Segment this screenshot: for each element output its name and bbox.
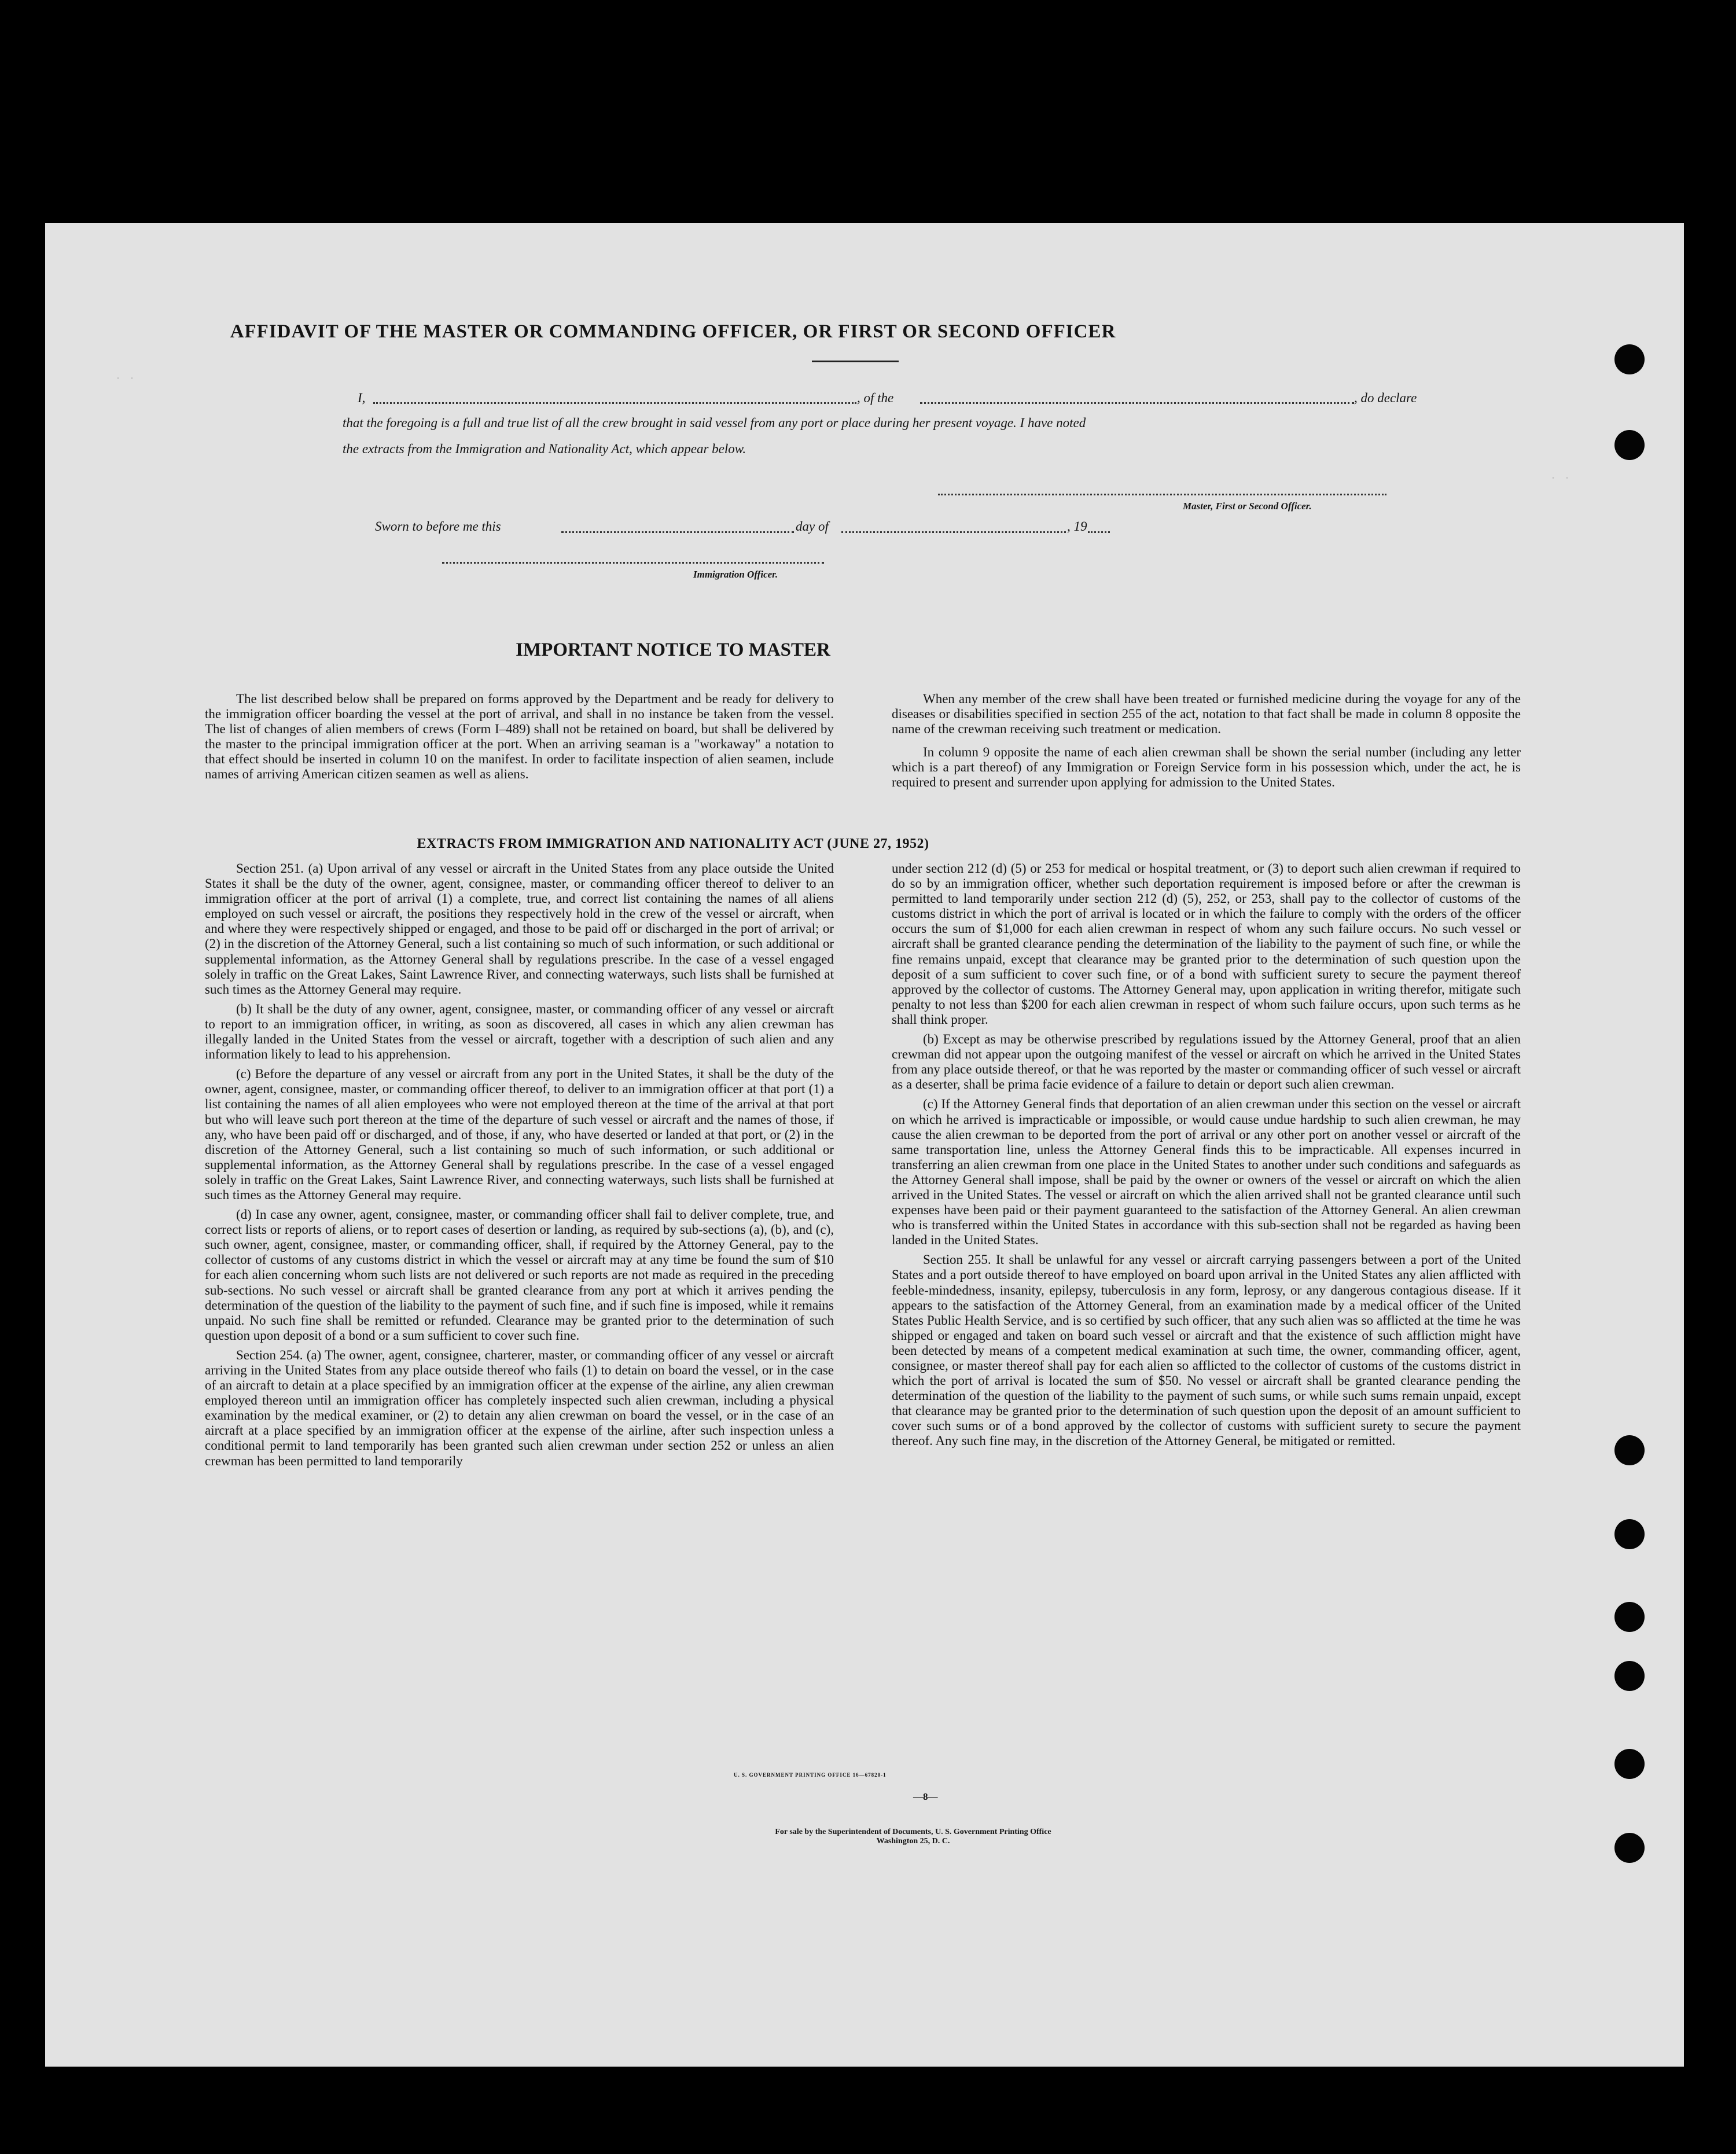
affidavit-title: AFFIDAVIT OF THE MASTER OR COMMANDING OFFICER, OR FIRST OR SECOND OFFICER — [230, 321, 1116, 342]
section-251-b: (b) It shall be the duty of any owner, agent, consignee, master, or commanding officer of any vessel or aircraft to report to an immigration officer, in writing, as soon as discovered, all cases in which any alien crewman has illegally landed in the United States from the vessel or aircraft, together with a description of such alien and any information likely to lead to his apprehension. — [205, 1001, 834, 1062]
punch-hole — [1614, 1435, 1645, 1465]
vessel-name-field[interactable] — [920, 402, 1354, 404]
section-255: Section 255. It shall be unlawful for any vessel or aircraft carrying passengers between a port of the United States and a port outside thereof to have employed on board upon arrival in the United States any alien afflicted with feeble-mindedness, insanity, epilepsy, tuberculosis in any form, leprosy, or any dangerous contagious disease. If it appears to the satisfaction of the Attorney General, from an examination made by a medical officer of the United States Public Health Service, and is so certified by such officer, that any such alien was so afflicted at the time he was shipped or engaged and taken on board such vessel or aircraft and that the existence of such affliction might have been detected by means of a competent medical examination at such time, the owner, commanding officer, agent, consignee, or master thereof shall pay for each alien so afflicted to the collector of customs of the customs district in which the port of arrival is located the sum of $50. No vessel or aircraft shall be granted clearance pending the determination of the question of the liability to the payment of such sums, or while such sums remain unpaid, except that clearance may be granted prior to the determination of such question upon the deposit of an amount sufficient to cover such sums or of a bond approved by the collector of customs with sufficient surety to secure the payment thereof. Any such fine may, in the discretion of the Attorney General, be mitigated or remitted. — [892, 1252, 1521, 1449]
sworn-year-field[interactable] — [1088, 531, 1110, 533]
section-254-b: (b) Except as may be otherwise prescribed by regulations issued by the Attorney General, proof that an alien crewman did not appear upon the outgoing manifest of the vessel or aircraft on which he arrived in the United States from any place outside thereof, or that he was reported by the master or commanding officer of such vessel or aircraft as a deserter, shall be prima facie evidence of a failure to detain or deport such alien crewman. — [892, 1032, 1521, 1092]
punch-hole — [1614, 344, 1645, 374]
day-of-label: day of — [796, 519, 829, 534]
sworn-label: Sworn to before me this — [375, 519, 501, 534]
notice-title: IMPORTANT NOTICE TO MASTER — [516, 639, 830, 660]
master-signature-field[interactable] — [938, 494, 1386, 495]
title-rule — [812, 361, 899, 362]
year-label: , 19 — [1067, 519, 1087, 534]
immigration-officer-signature-field[interactable] — [442, 562, 824, 564]
extracts-left-column — [205, 861, 834, 1469]
notice-paragraph: When any member of the crew shall have been treated or furnished medicine during the voyage for any of the diseases or disabilities specified in section 255 of the act, notation to that fact shall be made in column 8 opposite the name of the crewman receiving such treatment or medication. — [892, 692, 1521, 737]
section-251-c: (c) Before the departure of any vessel or aircraft from any port in the United States, it shall be the duty of the owner, agent, consignee, master, or commanding officer thereof, to deliver to an immigration officer at that port (1) a list containing the names of all alien employees who were not employed thereon at the time of the arrival at that port but who will leave such port thereon at the time of the departure of such vessel or aircraft and the names of those, if any, who have been paid off or discharged, and of those, if any, who have deserted or landed at that port, or (2) in the discretion of the Attorney General, such a list containing so much of such information, or such additional or supplemental information, as the Attorney General shall by regulations prescribe. In the case of a vessel engaged solely in traffic on the Great Lakes, Saint Lawrence River, and connecting waterways, such lists shall be furnished at such times as the Attorney General may require. — [205, 1067, 834, 1202]
affidavit-line-3: the extracts from the Immigration and Nationality Act, which appear below. — [343, 442, 746, 456]
punch-hole — [1614, 1602, 1645, 1632]
notice-right-column — [892, 692, 1521, 791]
section-251-d: (d) In case any owner, agent, consignee, master, or commanding officer shall fail to deliver complete, true, and correct lists or reports of aliens, or to report cases of desertion or landing, as required by sub-sections (a), (b), and (c), such owner, agent, consignee, master, or commanding officer, shall, if required by the Attorney General, pay to the collector of customs of any customs district in which the vessel or aircraft may at any time be found the sum of $10 for each alien concerning whom such lists are not delivered or such reports are not made as required in the preceding sub-sections. No such vessel or aircraft shall be granted clearance from any port at which it arrives pending the determination of the question of the liability to the payment of such fine, and if such fine is imposed, while it remains unpaid. No such fine shall be remitted or refunded. Clearance may be granted prior to the determination of such question upon deposit of a bond or a sum sufficient to cover such fine. — [205, 1207, 834, 1343]
extracts-title: EXTRACTS FROM IMMIGRATION AND NATIONALITY ACT (JUNE 27, 1952) — [417, 836, 929, 851]
affidavit-of-label: , of the — [857, 391, 894, 405]
punch-hole — [1614, 1661, 1645, 1691]
sale-notice-line-1: For sale by the Superintendent of Documents, U. S. Government Printing Office — [775, 1828, 1051, 1836]
punch-hole — [1614, 1833, 1645, 1863]
section-254-a: Section 254. (a) The owner, agent, consignee, charterer, master, or commanding officer of any vessel or aircraft arriving in the United States from any place outside thereof who fails (1) to detain on board the vessel, or in the case of an aircraft to detain at a place specified by an immigration officer at the expense of the airline, any alien crewman employed thereon until an immigration officer has completely inspected such alien crewman, including a physical examination by the medical examiner, or (2) to detain any alien crewman on board the vessel, or in the case of an aircraft at a place specified by an immigration officer at the expense of the airline, after such inspection unless a conditional permit to land temporarily has been granted such alien crewman under section 252 or unless an alien crewman has been permitted to land temporarily — [205, 1347, 834, 1468]
affidavit-line-2: that the foregoing is a full and true list of all the crew brought in said vessel from any port or place during her present voyage. I have noted — [343, 416, 1086, 430]
sale-notice-line-2: Washington 25, D. C. — [876, 1837, 950, 1846]
extracts-right-column — [892, 861, 1521, 1449]
bleed-through-mark: · · — [1550, 472, 1571, 485]
document-page — [45, 223, 1684, 2067]
punch-hole — [1614, 430, 1645, 460]
affiant-name-field[interactable] — [373, 402, 856, 404]
sworn-month-field[interactable] — [841, 531, 1066, 533]
punch-hole — [1614, 1749, 1645, 1779]
notice-left-column — [205, 692, 834, 782]
printing-office-line: U. S. GOVERNMENT PRINTING OFFICE 16—67820-1 — [734, 1772, 887, 1778]
section-251-a: Section 251. (a) Upon arrival of any vessel or aircraft in the United States from any place outside the United States it shall be the duty of the owner, agent, consignee, master, or commanding officer thereof to deliver to an immigration officer at the port of arrival (1) a complete, true, and correct list containing the names of all aliens employed on such vessel or aircraft, the positions they respectively hold in the crew of the vessel or aircraft, when and where they were respectively shipped or engaged, and those to be paid off or discharged in the port of arrival; or (2) in the discretion of the Attorney General, such a list containing so much of such information, or such additional or supplemental information, as the Attorney General shall by regulations prescribe. In the case of a vessel engaged solely in traffic on the Great Lakes, Saint Lawrence River, and connecting waterways, such lists shall be furnished at such times as the Attorney General may require. — [205, 861, 834, 997]
immigration-officer-caption: Immigration Officer. — [693, 569, 778, 580]
section-254-a-continued: under section 212 (d) (5) or 253 for medical or hospital treatment, or (3) to deport such alien crewman if required to do so by an immigration officer, whether such deportation requirement is imposed before or after the crewman is permitted to land temporarily under section 212 (d) (5), 252, or 253, shall pay to the collector of customs of the customs district in which the port of arrival is located or in which the failure to comply with the orders of the officer occurs the sum of $1,000 for each alien crewman in respect of whom any such failure occurs. No such vessel or aircraft shall be granted clearance pending the determination of the liability to the payment of such fine, or while the fine remains unpaid, except that clearance may be granted prior to the determination of such question upon the deposit of a sum sufficient to cover such fine, or of a bond with sufficient surety to secure the payment thereof approved by the collector of customs. The Attorney General may, upon application in writing therefor, mitigate such penalty to not less than $200 for each alien crewman in respect of whom such failure occurs, upon such terms as he shall think proper. — [892, 861, 1521, 1027]
punch-hole — [1614, 1519, 1645, 1549]
affidavit-i-label: I, — [358, 391, 366, 405]
section-254-c: (c) If the Attorney General finds that deportation of an alien crewman under this section on the vessel or aircraft on which he arrived is impracticable or impossible, or would cause undue hardship to such alien crewman, he may cause the alien crewman to be deported from the port of arrival or any other port on another vessel or aircraft of the same transportation line, unless the Attorney General finds this to be impracticable. All expenses incurred in transferring an alien crewman from one place in the United States to another under such conditions and safeguards as the Attorney General shall impose, shall be paid by the owner or owners of the vessel or aircraft on which the alien arrived in the United States. The vessel or aircraft on which the alien arrived shall not be granted clearance until such expenses have been paid or their payment guaranteed to the satisfaction of the Attorney General. An alien crewman who is transferred within the United States in accordance with this sub-section shall not be regarded as having been landed in the United States. — [892, 1097, 1521, 1248]
notice-paragraph: In column 9 opposite the name of each alien crewman shall be shown the serial number (including any letter which is a part thereof) of any Immigration or Foreign Service form in his possession which, under the act, he is required to present and surrender upon applying for admission to the United States. — [892, 745, 1521, 790]
bleed-through-mark: · · — [115, 372, 136, 385]
sale-notice — [508, 1828, 1318, 1846]
notice-paragraph: The list described below shall be prepared on forms approved by the Department and be ready for delivery to the immigration officer boarding the vessel at the port of arrival, and shall in no instance be taken from the vessel. The list of changes of alien members of crews (Form I–489) shall not be retained on board, but shall be delivered by the master to the principal immigration officer at the port. When an arriving seaman is a "workaway" a notation to that effect should be inserted in column 10 on the manifest. In order to facilitate inspection of alien seamen, include names of arriving American citizen seamen as well as aliens. — [205, 692, 834, 782]
sworn-day-field[interactable] — [561, 531, 794, 533]
page-number: —8— — [913, 1791, 938, 1802]
affidavit-declare-label: , do declare — [1354, 391, 1417, 405]
master-signature-caption: Master, First or Second Officer. — [1183, 501, 1312, 512]
